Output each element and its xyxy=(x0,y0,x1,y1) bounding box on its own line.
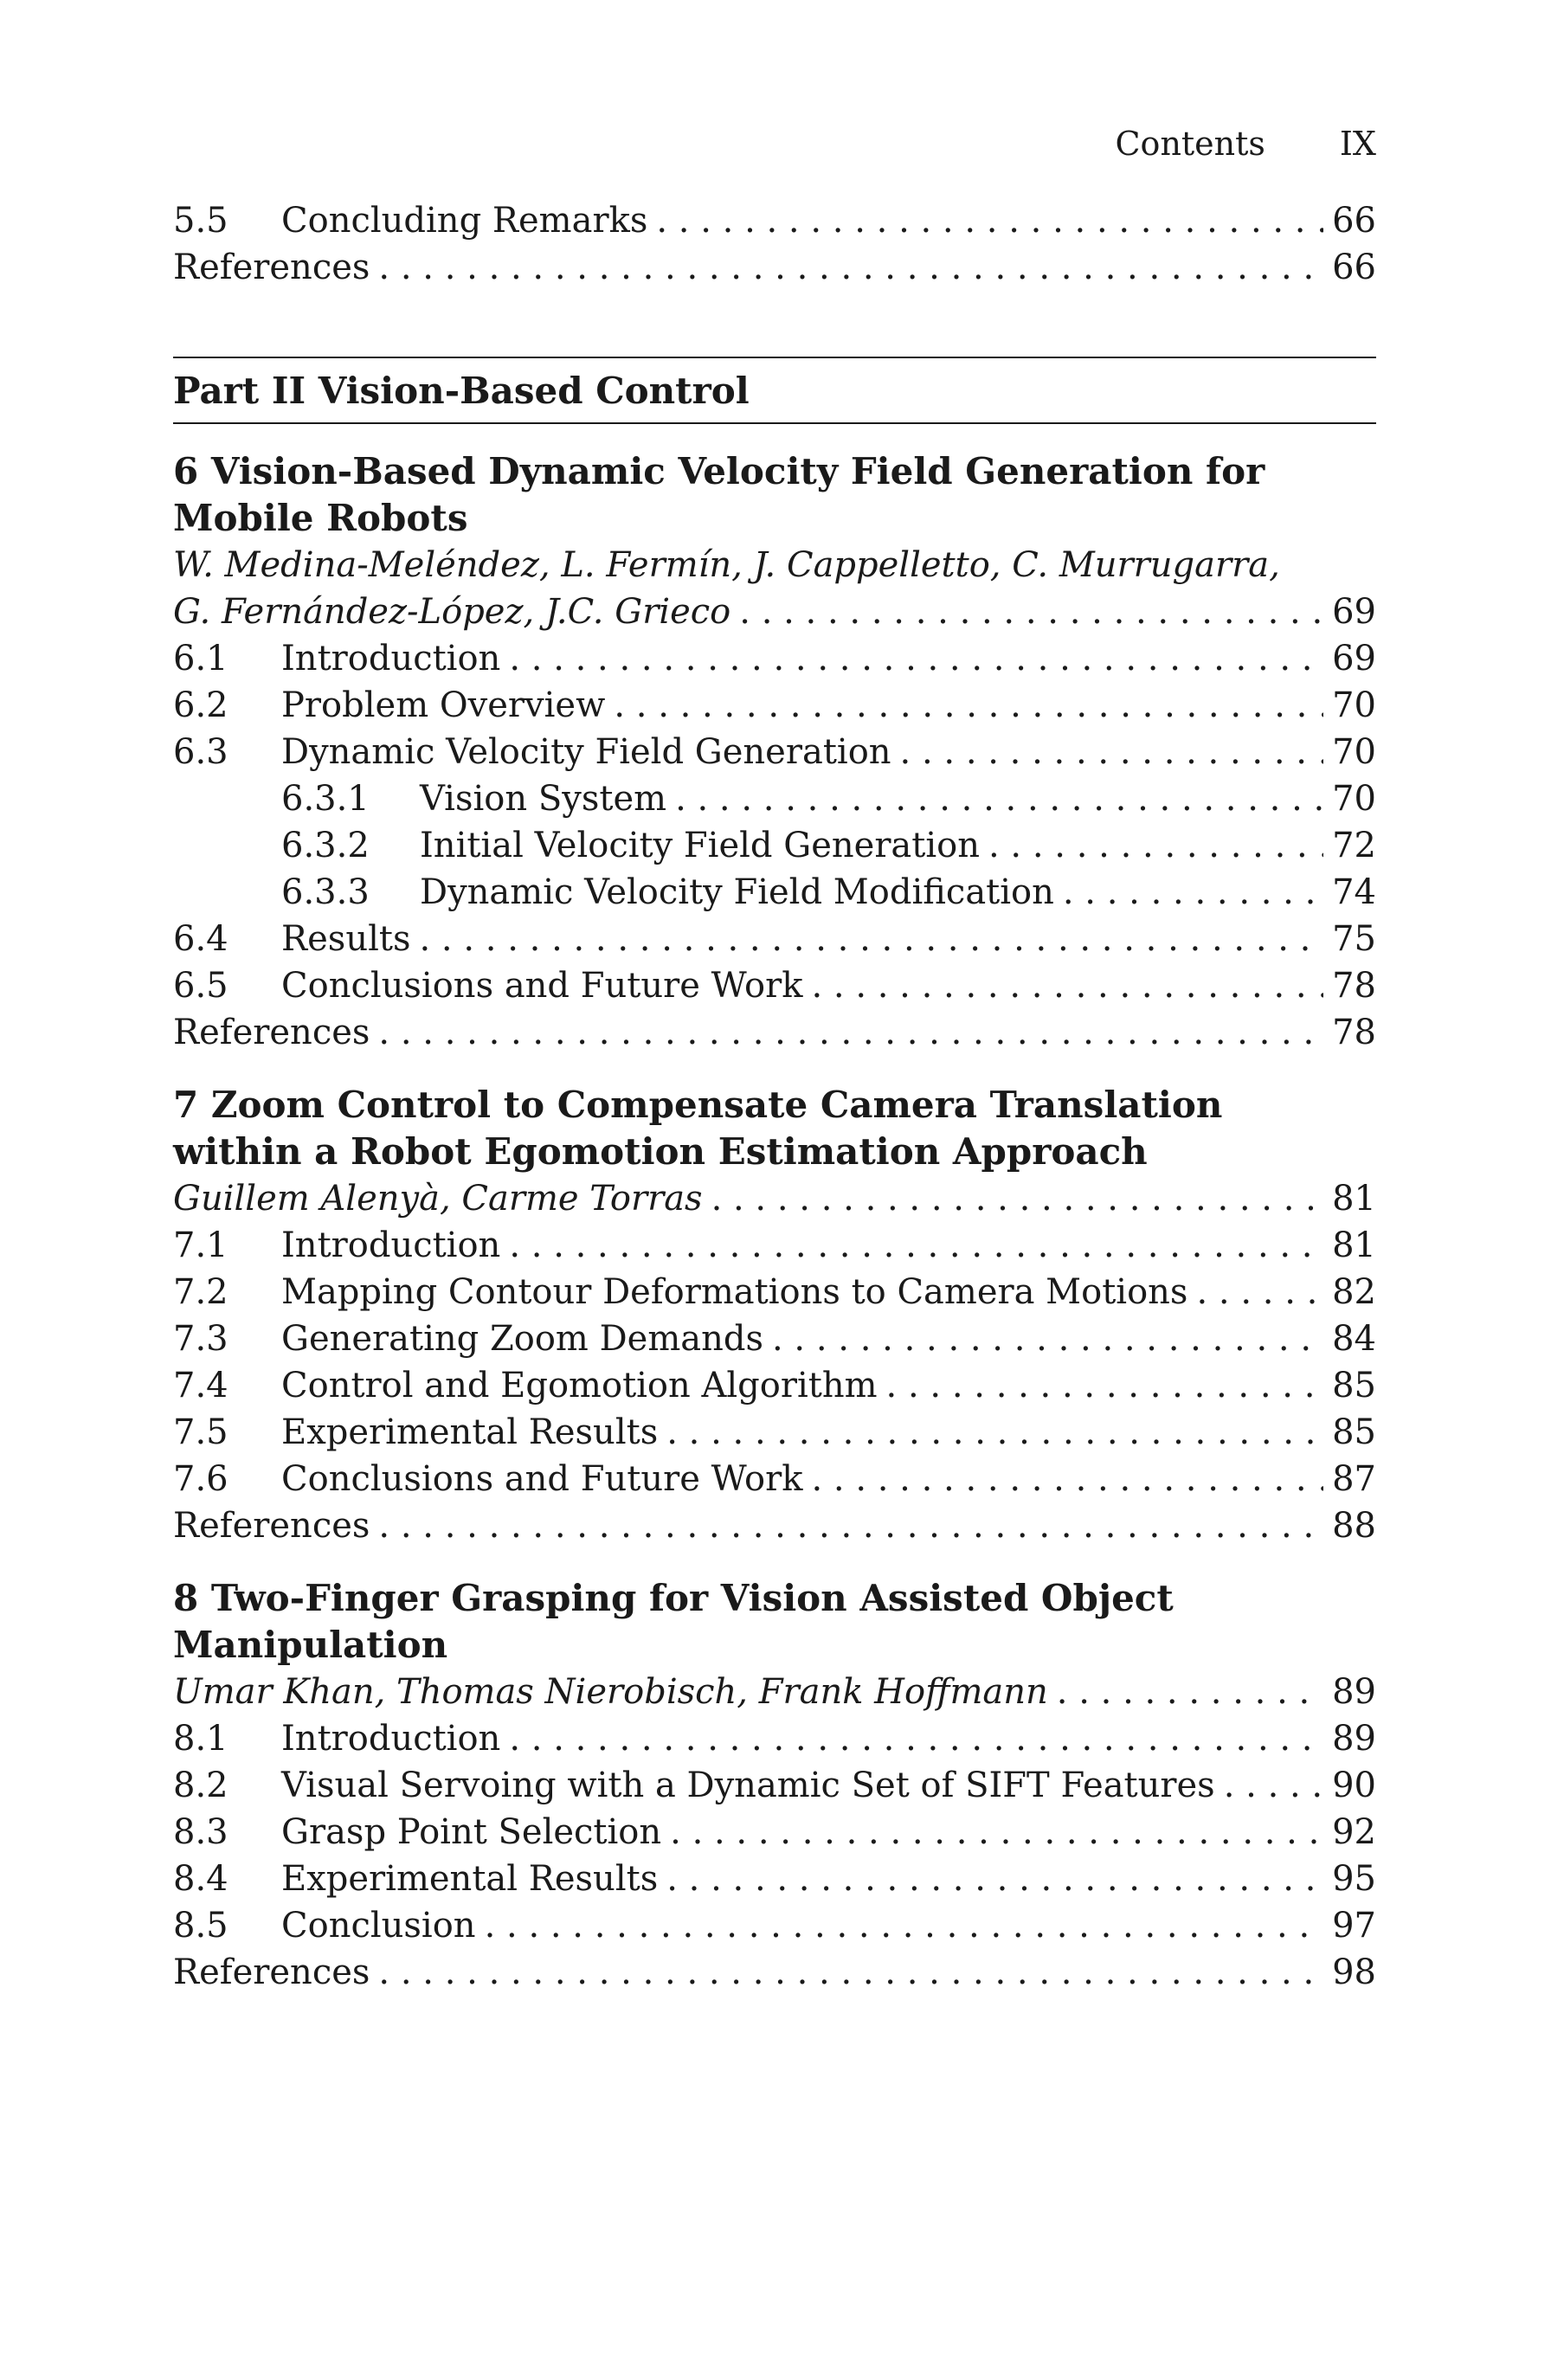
toc-entry-number: 6.5 xyxy=(173,966,228,1006)
toc-entry[interactable] xyxy=(173,916,1376,962)
leader-dots xyxy=(509,1715,1323,1762)
toc-entry-title: Experimental Results xyxy=(281,1412,659,1452)
toc-entry-page: 66 xyxy=(1332,201,1376,241)
leader-dots xyxy=(419,916,1323,962)
toc-entry-page: 84 xyxy=(1332,1319,1376,1359)
toc-entry-number: 6.3.2 xyxy=(281,826,370,865)
toc-entry-number: 7.1 xyxy=(173,1225,228,1265)
chapter-title-line: Manipulation xyxy=(173,1624,448,1666)
leader-dots xyxy=(1224,1762,1323,1809)
toc-entry[interactable] xyxy=(173,1502,1376,1549)
part-title: Part II Vision-Based Control xyxy=(173,370,750,412)
toc-entry-title: Visual Servoing with a Dynamic Set of SIFT Features xyxy=(281,1766,1215,1805)
toc-entry-page: 95 xyxy=(1332,1859,1376,1899)
toc-entry-number: 8.3 xyxy=(173,1812,228,1852)
leader-dots xyxy=(772,1315,1323,1362)
toc-entry-title: Conclusion xyxy=(281,1906,476,1946)
toc-entry-page: 72 xyxy=(1332,826,1376,865)
toc-entry-title: Conclusions and Future Work xyxy=(281,1459,803,1499)
toc-entry-number: 8.1 xyxy=(173,1719,228,1759)
toc-entry[interactable] xyxy=(173,1809,1376,1856)
toc-entry-number: 6.4 xyxy=(173,919,228,959)
toc-entry-page: 97 xyxy=(1332,1906,1376,1946)
toc-entry-page: 78 xyxy=(1332,1013,1376,1052)
toc-entry[interactable] xyxy=(173,1715,1376,1762)
toc-entry-number: 6.2 xyxy=(173,685,228,725)
toc-entry-number: 7.6 xyxy=(173,1459,228,1499)
chapter-title-line: 6 Vision-Based Dynamic Velocity Field Generation for xyxy=(173,450,1265,492)
toc-entry[interactable] xyxy=(173,1269,1376,1315)
toc-entry-title: Control and Egomotion Algorithm xyxy=(281,1366,878,1405)
chapter-authors-entry[interactable] xyxy=(173,1669,1376,1715)
toc-subentry[interactable] xyxy=(173,775,1376,822)
toc-entry-page: 85 xyxy=(1332,1412,1376,1452)
toc-entry-title: References xyxy=(173,248,370,287)
toc-entry[interactable] xyxy=(173,1949,1376,1996)
chapter-authors: W. Medina-Meléndez, L. Fermín, J. Cappelletto, C. Murrugarra, xyxy=(173,545,1280,585)
part-rule-top xyxy=(173,357,1376,358)
toc-entry-page: 88 xyxy=(1332,1506,1376,1546)
toc-entry-number: 6.3.3 xyxy=(281,872,370,912)
toc-entry[interactable] xyxy=(173,1762,1376,1809)
leader-dots xyxy=(900,729,1324,775)
toc-entry[interactable] xyxy=(173,1409,1376,1456)
toc-entry-number: 8.4 xyxy=(173,1859,228,1899)
toc-entry[interactable] xyxy=(173,1856,1376,1902)
leader-dots xyxy=(666,1856,1323,1902)
chapter-authors: G. Fernández-López, J.C. Grieco xyxy=(173,592,731,632)
toc-entry-page: 89 xyxy=(1332,1719,1376,1759)
toc-entry-page: 98 xyxy=(1332,1952,1376,1992)
toc-entry-number: 7.4 xyxy=(173,1366,228,1405)
toc-entry[interactable] xyxy=(173,729,1376,775)
toc-entry-number: 6.1 xyxy=(173,639,228,679)
toc-entry-page: 75 xyxy=(1332,919,1376,959)
toc-entry-page: 70 xyxy=(1332,732,1376,772)
chapter-authors: Guillem Alenyà, Carme Torras xyxy=(173,1179,703,1219)
leader-dots xyxy=(1063,869,1323,916)
toc-entry-title: Mapping Contour Deformations to Camera Motions xyxy=(281,1272,1188,1312)
toc-entry-page: 82 xyxy=(1332,1272,1376,1312)
leader-dots xyxy=(614,682,1323,729)
toc-entry-page: 70 xyxy=(1332,779,1376,819)
chapter-title-line: 7 Zoom Control to Compensate Camera Translation xyxy=(173,1084,1223,1126)
toc-entry-title: Problem Overview xyxy=(281,685,606,725)
chapter-title-line: Mobile Robots xyxy=(173,497,468,539)
toc-entry-page: 78 xyxy=(1332,966,1376,1006)
toc-entry[interactable] xyxy=(173,682,1376,729)
toc-entry-page: 74 xyxy=(1332,872,1376,912)
toc-entry[interactable] xyxy=(173,1222,1376,1269)
page-number: IX xyxy=(1339,125,1376,163)
toc-entry-number: 7.5 xyxy=(173,1412,228,1452)
toc-entry[interactable] xyxy=(173,962,1376,1009)
toc-entry[interactable] xyxy=(173,1902,1376,1949)
running-head-section: Contents xyxy=(1115,125,1265,163)
toc-entry-title: References xyxy=(173,1013,370,1052)
leader-dots xyxy=(378,1502,1323,1549)
toc-entry[interactable] xyxy=(173,1315,1376,1362)
toc-entry-page: 69 xyxy=(1332,639,1376,679)
leader-dots xyxy=(811,962,1323,1009)
toc-entry-page: 85 xyxy=(1332,1366,1376,1405)
toc-entry-title: Concluding Remarks xyxy=(281,201,648,241)
toc-entry-number: 6.3 xyxy=(173,732,228,772)
running-head xyxy=(1115,123,1376,164)
toc-entry-page: 81 xyxy=(1332,1225,1376,1265)
toc-entry[interactable] xyxy=(173,1009,1376,1056)
chapter-title[interactable] xyxy=(173,1082,1324,1175)
part-rule-bottom xyxy=(173,422,1376,424)
leader-dots xyxy=(509,635,1323,682)
toc-entry-page: 66 xyxy=(1332,248,1376,287)
toc-entry[interactable] xyxy=(173,635,1376,682)
leader-dots xyxy=(378,244,1323,291)
toc-entry-title: References xyxy=(173,1506,370,1546)
toc-entry[interactable] xyxy=(173,197,1376,244)
leader-dots xyxy=(988,822,1323,869)
toc-entry-page: 87 xyxy=(1332,1459,1376,1499)
toc-entry-number: 8.5 xyxy=(173,1906,228,1946)
toc-entry-page: 81 xyxy=(1332,1179,1376,1219)
chapter-title[interactable] xyxy=(173,448,1324,542)
toc-entry-title: Dynamic Velocity Field Generation xyxy=(281,732,891,772)
contents-page xyxy=(173,0,1376,2380)
toc-entry[interactable] xyxy=(173,244,1376,291)
chapter-authors: Umar Khan, Thomas Nierobisch, Frank Hoffmann xyxy=(173,1672,1048,1712)
toc-entry-page: 69 xyxy=(1332,592,1376,632)
leader-dots xyxy=(886,1362,1324,1409)
toc-entry-title: Results xyxy=(281,919,411,959)
toc-entry-number: 7.3 xyxy=(173,1319,228,1359)
toc-subentry[interactable] xyxy=(173,869,1376,916)
toc-entry-title: Experimental Results xyxy=(281,1859,659,1899)
leader-dots xyxy=(485,1902,1324,1949)
leader-dots xyxy=(666,1409,1323,1456)
toc-entry-number: 6.3.1 xyxy=(281,779,370,819)
toc-entry-page: 90 xyxy=(1332,1766,1376,1805)
toc-entry-page: 89 xyxy=(1332,1672,1376,1712)
leader-dots xyxy=(656,197,1323,244)
chapter-title-line: 8 Two-Finger Grasping for Vision Assisted Object xyxy=(173,1577,1174,1619)
toc-entry-number: 7.2 xyxy=(173,1272,228,1312)
leader-dots xyxy=(811,1456,1323,1502)
leader-dots xyxy=(675,775,1323,822)
toc-entry-page: 92 xyxy=(1332,1812,1376,1852)
leader-dots xyxy=(1057,1669,1323,1715)
leader-dots xyxy=(378,1009,1323,1056)
toc-entry-number: 5.5 xyxy=(173,201,228,241)
toc-subentry[interactable] xyxy=(173,822,1376,869)
leader-dots xyxy=(1196,1269,1323,1315)
chapter-authors-entry[interactable] xyxy=(173,589,1376,635)
toc-entry-title: Dynamic Velocity Field Modification xyxy=(420,872,1054,912)
toc-entry-title: Vision System xyxy=(420,779,667,819)
leader-dots xyxy=(739,589,1323,635)
toc-entry-title: Initial Velocity Field Generation xyxy=(420,826,980,865)
toc-entry-title: Introduction xyxy=(281,639,501,679)
toc-entry-title: Introduction xyxy=(281,1225,501,1265)
leader-dots xyxy=(378,1949,1323,1996)
toc-entry-title: Generating Zoom Demands xyxy=(281,1319,763,1359)
chapter-title[interactable] xyxy=(173,1575,1324,1669)
chapter-title-line: within a Robot Egomotion Estimation Approach xyxy=(173,1130,1148,1173)
toc-entry-number: 8.2 xyxy=(173,1766,228,1805)
toc-entry-title: Conclusions and Future Work xyxy=(281,966,803,1006)
chapter-authors-entry[interactable] xyxy=(173,1175,1376,1222)
leader-dots xyxy=(711,1175,1324,1222)
toc-entry-title: References xyxy=(173,1952,370,1992)
toc-entry[interactable] xyxy=(173,1362,1376,1409)
leader-dots xyxy=(509,1222,1323,1269)
toc-entry-page: 70 xyxy=(1332,685,1376,725)
toc-entry-title: Grasp Point Selection xyxy=(281,1812,662,1852)
toc-entry-title: Introduction xyxy=(281,1719,501,1759)
leader-dots xyxy=(670,1809,1323,1856)
toc-entry[interactable] xyxy=(173,1456,1376,1502)
